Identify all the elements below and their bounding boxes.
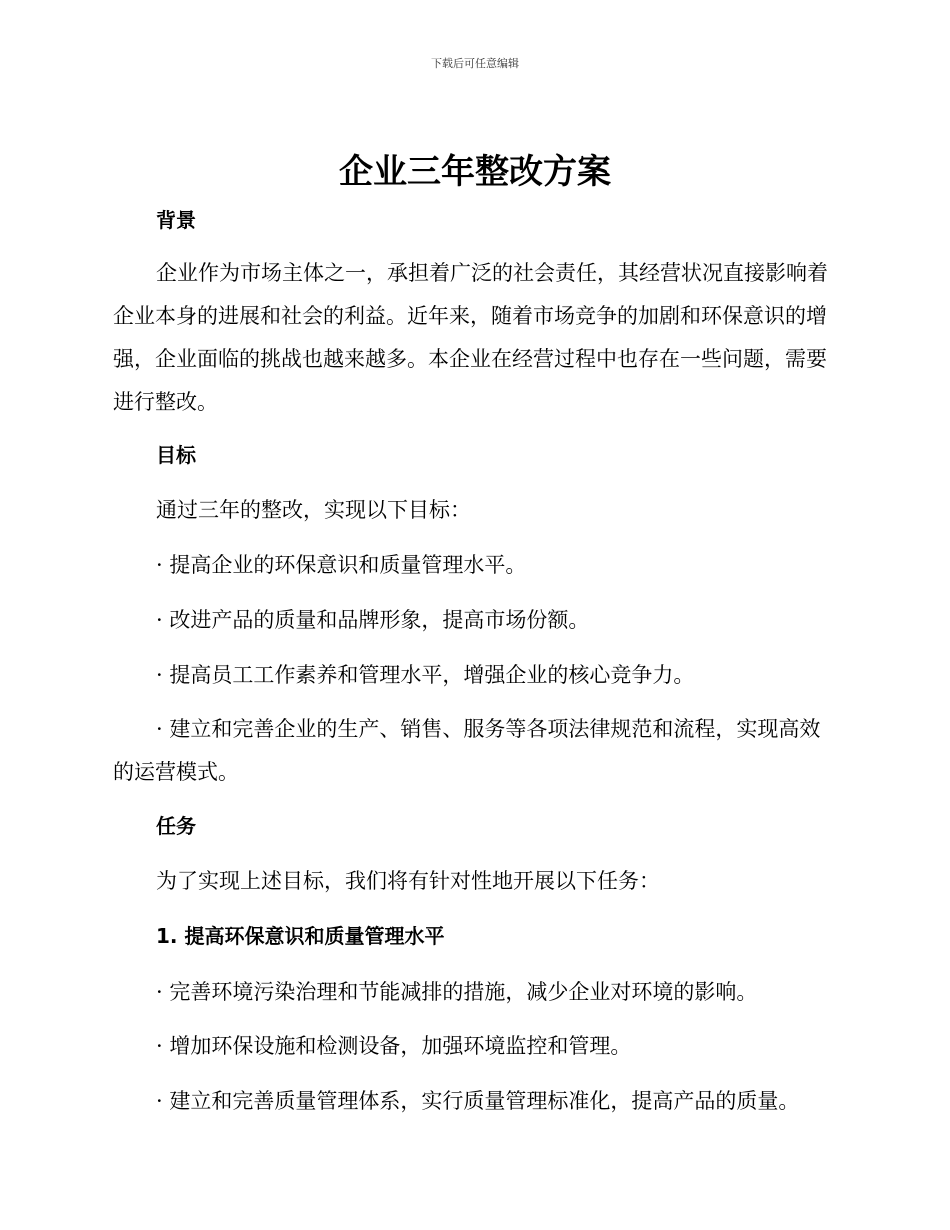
task-item-2: · 增加环保设施和检测设备，加强环境监控和管理。 <box>156 1034 632 1058</box>
task-subheading-1: 1. 提高环保意识和质量管理水平 <box>156 924 445 948</box>
goal-item-1: · 提高企业的环保意识和质量管理水平。 <box>156 553 527 577</box>
task-item-1: · 完善环境污染治理和节能减排的措施，减少企业对环境的影响。 <box>156 980 758 1004</box>
task-item-3: · 建立和完善质量管理体系，实行质量管理标准化，提高产品的质量。 <box>156 1089 800 1113</box>
header-note: 下载后可任意编辑 <box>431 57 519 70</box>
goal-item-2: · 改进产品的质量和品牌形象，提高市场份额。 <box>156 608 590 632</box>
goal-item-3: · 提高员工工作素养和管理水平，增强企业的核心竞争力。 <box>156 663 695 687</box>
document-title: 企业三年整改方案 <box>339 152 611 192</box>
tasks-intro: 为了实现上述目标，我们将有针对性地开展以下任务： <box>156 869 660 893</box>
section-heading-tasks: 任务 <box>156 814 196 838</box>
section-heading-goals: 目标 <box>156 443 196 467</box>
background-paragraph: 企业作为市场主体之一，承担着广泛的社会责任，其经营状况直接影响着企业本身的进展和社会的利益。近年来，随着市场竞争的加剧和环保意识的增强，企业面临的挑战也越来越多。本企业在经营过程中也存在一些问题，需要进行整改。 <box>113 261 828 414</box>
section-heading-background: 背景 <box>156 208 196 232</box>
goal-item-4: · 建立和完善企业的生产、销售、服务等各项法律规范和流程，实现高效的运营模式。 <box>113 717 821 784</box>
goals-intro: 通过三年的整改，实现以下目标： <box>156 498 471 522</box>
